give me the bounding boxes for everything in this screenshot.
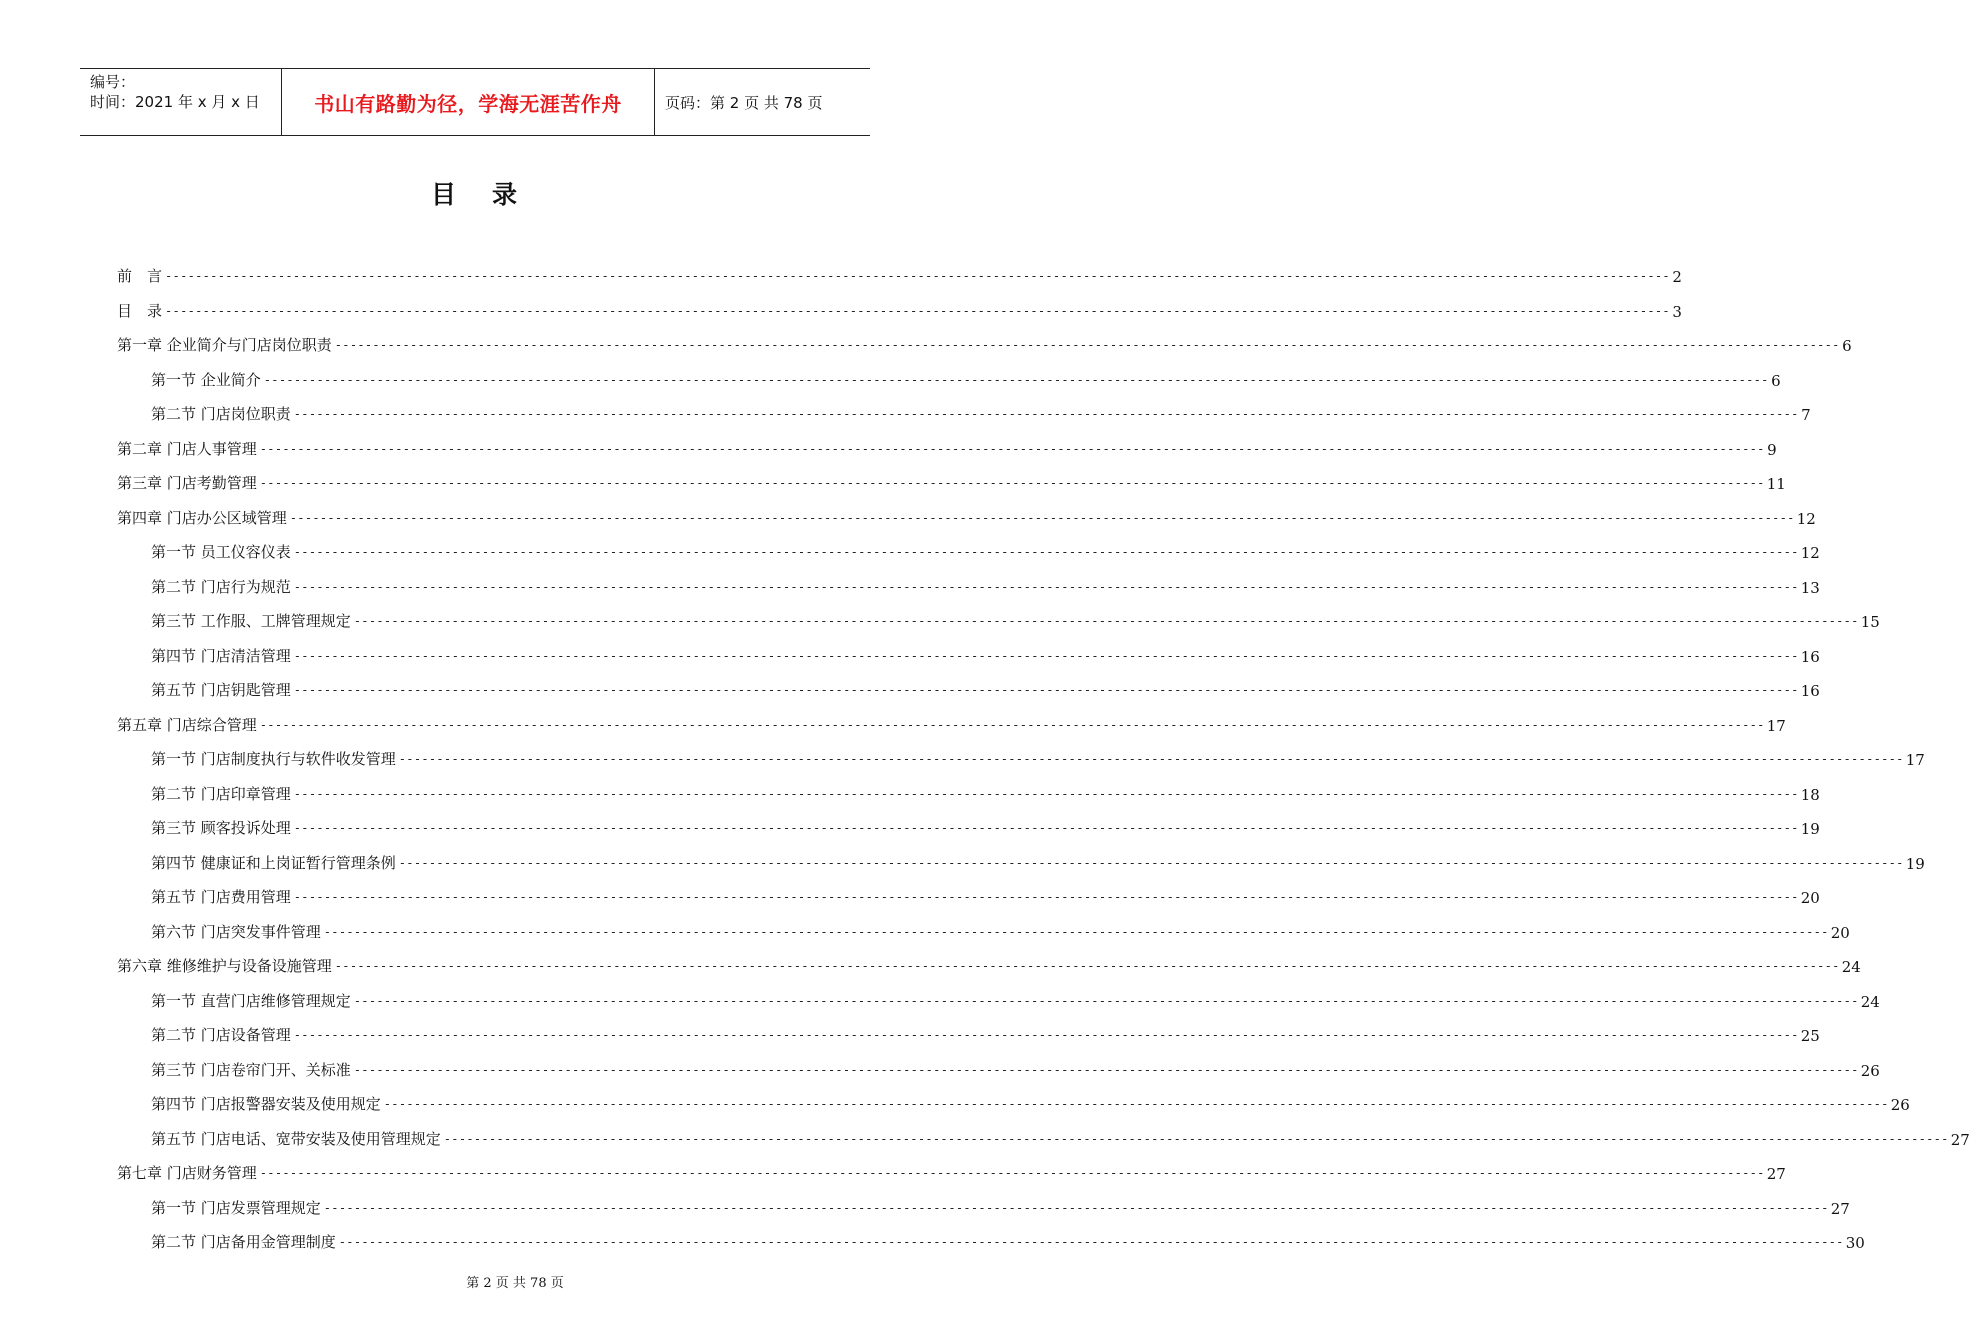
toc-entry[interactable] — [117, 459, 1786, 493]
toc-entry[interactable] — [151, 735, 1925, 769]
toc-leader: -------------------------------------------------------------------------------------------------------------------------------------------------------------------------------------------------------- — [383, 1097, 1889, 1111]
toc-leader: -------------------------------------------------------------------------------------------------------------------------------------------------------------------------------------------------------- — [293, 545, 1799, 559]
toc-entry[interactable] — [117, 321, 1852, 355]
toc-leader: -------------------------------------------------------------------------------------------------------------------------------------------------------------------------------------------------------- — [338, 1235, 1844, 1249]
toc-entry[interactable] — [151, 666, 1820, 700]
toc-entry-label: 第四节 门店报警器安装及使用规定 — [151, 1095, 381, 1113]
toc-entry-label: 前 言 — [117, 267, 163, 285]
toc-entry-page: 24 — [1841, 958, 1861, 976]
toc-leader: -------------------------------------------------------------------------------------------------------------------------------------------------------------------------------------------------------- — [293, 407, 1799, 421]
toc-entry-page: 26 — [1890, 1096, 1910, 1114]
toc-leader: -------------------------------------------------------------------------------------------------------------------------------------------------------------------------------------------------------- — [165, 269, 1670, 283]
toc-entry-page: 3 — [1672, 302, 1682, 321]
toc-leader: -------------------------------------------------------------------------------------------------------------------------------------------------------------------------------------------------------- — [293, 786, 1799, 801]
toc-entry-page: 25 — [1800, 1027, 1820, 1045]
toc-entry-label: 第六节 门店突发事件管理 — [151, 922, 321, 941]
toc-entry-page: 13 — [1800, 578, 1820, 597]
toc-entry[interactable] — [117, 287, 1682, 321]
header-page-info: 页码：第 2 页 共 78 页 — [665, 93, 823, 112]
toc-entry[interactable] — [117, 494, 1816, 528]
toc-entry-label: 第一节 直营门店维修管理规定 — [151, 991, 351, 1010]
page-footer: 第 2 页 共 78 页 — [466, 1276, 564, 1291]
toc-leader: -------------------------------------------------------------------------------------------------------------------------------------------------------------------------------------------------------- — [289, 510, 1795, 525]
toc-entry[interactable] — [117, 1149, 1786, 1183]
header-meta — [80, 69, 282, 135]
page-title-part1: 目 — [430, 180, 458, 209]
toc-entry-label: 第一章 企业简介与门店岗位职责 — [117, 336, 332, 354]
toc-entry[interactable] — [151, 977, 1880, 1011]
page-title — [0, 175, 950, 211]
toc-entry-label: 第四节 健康证和上岗证暂行管理条例 — [151, 853, 396, 872]
toc-entry-label: 第二节 门店设备管理 — [151, 1026, 291, 1044]
toc-leader: -------------------------------------------------------------------------------------------------------------------------------------------------------------------------------------------------------- — [259, 1166, 1765, 1180]
toc-leader: -------------------------------------------------------------------------------------------------------------------------------------------------------------------------------------------------------- — [323, 1200, 1829, 1215]
toc-entry-page: 12 — [1800, 544, 1820, 562]
toc-leader: -------------------------------------------------------------------------------------------------------------------------------------------------------------------------------------------------------- — [323, 924, 1829, 939]
toc-entry[interactable] — [151, 563, 1820, 597]
toc-leader: -------------------------------------------------------------------------------------------------------------------------------------------------------------------------------------------------------- — [293, 821, 1799, 835]
toc-entry[interactable] — [151, 528, 1820, 562]
toc-entry-page: 26 — [1860, 1061, 1880, 1080]
toc-entry[interactable] — [151, 1046, 1880, 1080]
header-motto: 书山有路勤为径，学海无涯苦作舟 — [282, 69, 655, 135]
toc-entry-page: 6 — [1771, 371, 1781, 390]
toc-entry-page: 27 — [1950, 1130, 1970, 1149]
toc-entry-label: 目 录 — [117, 301, 163, 320]
toc-leader: -------------------------------------------------------------------------------------------------------------------------------------------------------------------------------------------------------- — [259, 441, 1765, 456]
toc-leader: -------------------------------------------------------------------------------------------------------------------------------------------------------------------------------------------------------- — [353, 1062, 1859, 1077]
toc-entry-page: 20 — [1830, 923, 1850, 942]
toc-entry[interactable] — [117, 252, 1682, 286]
toc-entry-label: 第一节 企业简介 — [151, 370, 261, 389]
toc-entry-page: 12 — [1796, 509, 1816, 528]
toc-entry[interactable] — [151, 1218, 1865, 1252]
toc-entry-label: 第二节 门店行为规范 — [151, 577, 291, 596]
toc-leader: -------------------------------------------------------------------------------------------------------------------------------------------------------------------------------------------------------- — [293, 1028, 1799, 1042]
toc-entry-label: 第一节 员工仪容仪表 — [151, 543, 291, 561]
header-date: 时间：2021 年 x 月 x 日 — [90, 93, 260, 111]
toc-entry[interactable] — [151, 1080, 1910, 1114]
toc-entry-page: 27 — [1766, 1165, 1786, 1183]
toc-entry[interactable] — [151, 1184, 1850, 1218]
toc-entry-page: 6 — [1842, 337, 1852, 355]
toc-entry[interactable] — [151, 804, 1820, 838]
toc-leader: -------------------------------------------------------------------------------------------------------------------------------------------------------------------------------------------------------- — [293, 579, 1799, 594]
toc-entry-label: 第六章 维修维护与设备设施管理 — [117, 957, 332, 975]
toc-entry[interactable] — [117, 425, 1777, 459]
toc-leader: -------------------------------------------------------------------------------------------------------------------------------------------------------------------------------------------------------- — [293, 683, 1799, 697]
toc-entry-page: 17 — [1766, 716, 1786, 735]
toc-entry-label: 第二节 门店岗位职责 — [151, 405, 291, 423]
page-header — [80, 68, 870, 136]
toc-entry-page: 18 — [1800, 785, 1820, 804]
toc-entry[interactable] — [151, 597, 1880, 631]
toc-entry-page: 17 — [1905, 751, 1925, 769]
toc-entry[interactable] — [151, 839, 1925, 873]
toc-leader: -------------------------------------------------------------------------------------------------------------------------------------------------------------------------------------------------------- — [263, 372, 1769, 387]
toc-leader: -------------------------------------------------------------------------------------------------------------------------------------------------------------------------------------------------------- — [353, 993, 1859, 1008]
toc-entry-label: 第四章 门店办公区域管理 — [117, 508, 287, 527]
toc-entry[interactable] — [151, 356, 1781, 390]
toc-entry-label: 第三节 门店卷帘门开、关标准 — [151, 1060, 351, 1079]
toc-entry-page: 15 — [1860, 613, 1880, 631]
header-number-label: 编号： — [90, 73, 136, 91]
toc-entry-label: 第五节 门店电话、宽带安装及使用管理规定 — [151, 1129, 441, 1148]
toc-entry-label: 第五节 门店钥匙管理 — [151, 681, 291, 699]
toc-entry[interactable] — [151, 873, 1820, 907]
toc-entry[interactable] — [151, 632, 1820, 666]
toc-entry-label: 第一节 门店发票管理规定 — [151, 1198, 321, 1217]
toc-entry-page: 19 — [1800, 820, 1820, 838]
toc-leader: -------------------------------------------------------------------------------------------------------------------------------------------------------------------------------------------------------- — [259, 717, 1765, 732]
toc-entry[interactable] — [151, 770, 1820, 804]
toc-leader: -------------------------------------------------------------------------------------------------------------------------------------------------------------------------------------------------------- — [293, 890, 1799, 904]
toc-entry-page: 19 — [1905, 854, 1925, 873]
toc-leader: -------------------------------------------------------------------------------------------------------------------------------------------------------------------------------------------------------- — [259, 476, 1765, 490]
toc-entry-label: 第七章 门店财务管理 — [117, 1164, 257, 1182]
toc-entry-label: 第三节 顾客投诉处理 — [151, 819, 291, 837]
toc-entry-page: 2 — [1672, 268, 1682, 286]
toc-entry[interactable] — [117, 942, 1861, 976]
toc-entry-label: 第五节 门店费用管理 — [151, 888, 291, 906]
toc-entry-page: 20 — [1800, 889, 1820, 907]
toc-entry-page: 11 — [1766, 475, 1786, 493]
toc-entry[interactable] — [117, 701, 1786, 735]
toc-entry-label: 第四节 门店清洁管理 — [151, 646, 291, 665]
toc-entry-label: 第一节 门店制度执行与软件收发管理 — [151, 750, 396, 768]
toc-entry-label: 第二节 门店印章管理 — [151, 784, 291, 803]
toc-entry[interactable] — [151, 1115, 1970, 1149]
toc-leader: -------------------------------------------------------------------------------------------------------------------------------------------------------------------------------------------------------- — [165, 303, 1670, 318]
toc-entry[interactable] — [151, 390, 1811, 424]
toc-leader: -------------------------------------------------------------------------------------------------------------------------------------------------------------------------------------------------------- — [398, 855, 1904, 870]
toc-entry-label: 第三节 工作服、工牌管理规定 — [151, 612, 351, 630]
toc-entry-label: 第二章 门店人事管理 — [117, 439, 257, 458]
toc-entry-page: 16 — [1800, 682, 1820, 700]
toc-entry-page: 9 — [1767, 440, 1777, 459]
toc-leader: -------------------------------------------------------------------------------------------------------------------------------------------------------------------------------------------------------- — [443, 1131, 1949, 1146]
toc-entry[interactable] — [151, 1011, 1820, 1045]
toc-leader: -------------------------------------------------------------------------------------------------------------------------------------------------------------------------------------------------------- — [293, 648, 1799, 663]
toc-entry-page: 16 — [1800, 647, 1820, 666]
toc-leader: -------------------------------------------------------------------------------------------------------------------------------------------------------------------------------------------------------- — [334, 959, 1840, 973]
toc-leader: -------------------------------------------------------------------------------------------------------------------------------------------------------------------------------------------------------- — [398, 752, 1904, 766]
page-title-part2: 录 — [492, 180, 520, 209]
toc-entry-page: 30 — [1845, 1234, 1865, 1252]
toc-leader: -------------------------------------------------------------------------------------------------------------------------------------------------------------------------------------------------------- — [353, 614, 1859, 628]
toc-entry[interactable] — [151, 908, 1850, 942]
toc-entry-page: 24 — [1860, 992, 1880, 1011]
toc-entry-page: 7 — [1801, 406, 1811, 424]
toc-leader: -------------------------------------------------------------------------------------------------------------------------------------------------------------------------------------------------------- — [334, 338, 1840, 352]
toc-entry-label: 第三章 门店考勤管理 — [117, 474, 257, 492]
toc-entry-page: 27 — [1830, 1199, 1850, 1218]
toc-entry-label: 第二节 门店备用金管理制度 — [151, 1233, 336, 1251]
toc-entry-label: 第五章 门店综合管理 — [117, 715, 257, 734]
